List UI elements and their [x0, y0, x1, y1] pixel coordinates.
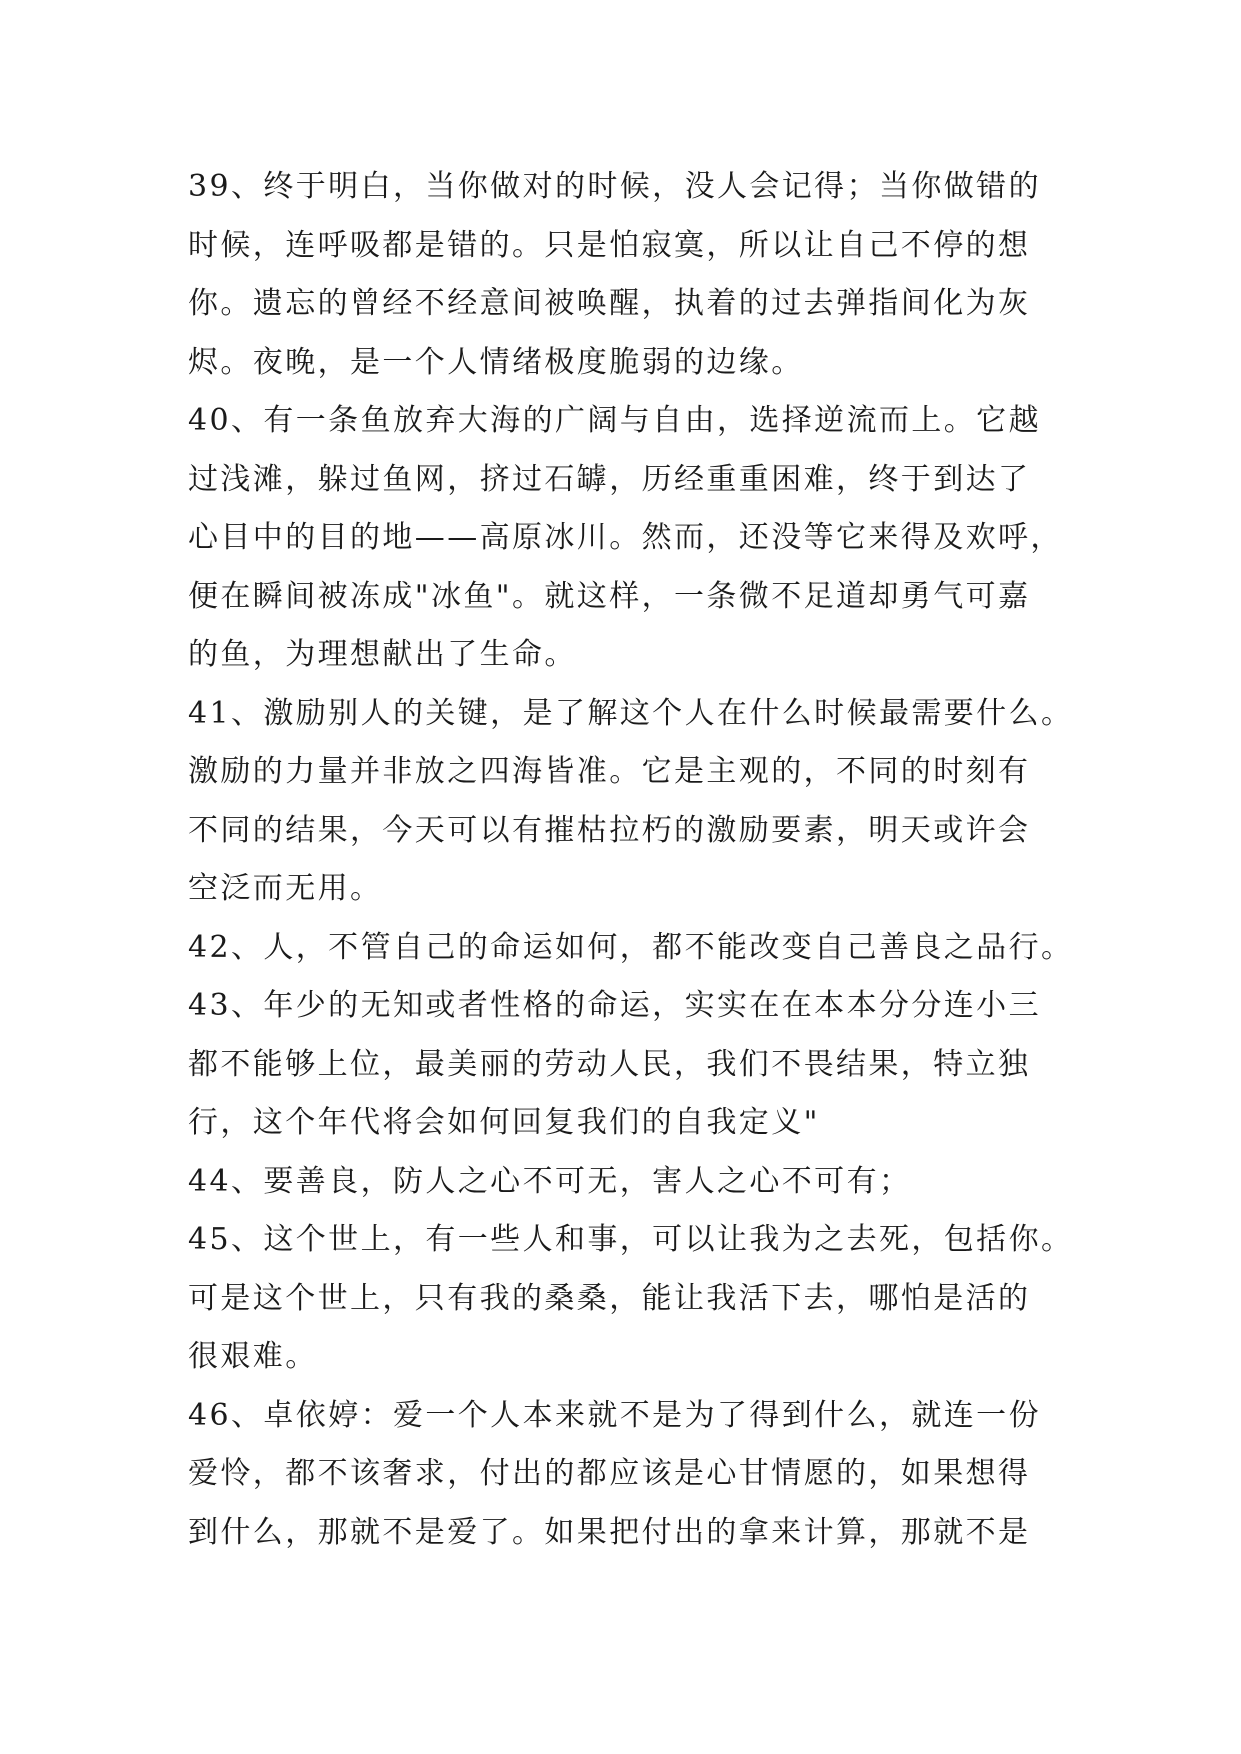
text-line: 到什么，那就不是爱了。如果把付出的拿来计算，那就不是	[188, 1514, 1031, 1550]
text-line: 46、卓依婷：爱一个人本来就不是为了得到什么，就连一份	[188, 1397, 1041, 1433]
text-line: 都不能够上位，最美丽的劳动人民，我们不畏结果，特立独	[188, 1046, 1031, 1082]
text-line: 不同的结果，今天可以有摧枯拉朽的激励要素，明天或许会	[188, 812, 1031, 848]
document-body	[188, 158, 1188, 1562]
text-line: 激励的力量并非放之四海皆准。它是主观的，不同的时刻有	[188, 754, 1031, 789]
text-line: 45、这个世上，有一些人和事，可以让我为之去死，包括你。	[188, 1222, 1074, 1257]
text-line: 40、有一条鱼放弃大海的广阔与自由，选择逆流而上。它越	[188, 403, 1041, 438]
text-line: 41、激励别人的关键，是了解这个人在什么时候最需要什么。	[188, 695, 1074, 731]
text-line: 便在瞬间被冻成"冰鱼"。就这样，一条微不足道却勇气可嘉	[188, 578, 1031, 614]
text-line: 烬。夜晚，是一个人情绪极度脆弱的边缘。	[188, 344, 804, 380]
text-line: 爱怜，都不该奢求，付出的都应该是心甘情愿的，如果想得	[188, 1456, 1031, 1491]
text-line: 你。遗忘的曾经不经意间被唤醒，执着的过去弹指间化为灰	[188, 286, 1031, 321]
text-line: 39、终于明白，当你做对的时候，没人会记得；当你做错的	[188, 169, 1041, 204]
text-line: 过浅滩，躲过鱼网，挤过石罅，历经重重困难，终于到达了	[188, 461, 1031, 497]
text-line: 心目中的目的地——高原冰川。然而，还没等它来得及欢呼，	[188, 520, 1063, 555]
text-line: 很艰难。	[188, 1339, 318, 1374]
text-line: 时候，连呼吸都是错的。只是怕寂寞，所以让自己不停的想	[188, 227, 1031, 263]
text-line: 行，这个年代将会如何回复我们的自我定义"	[188, 1105, 820, 1140]
text-line: 的鱼，为理想献出了生命。	[188, 637, 577, 672]
text-line: 可是这个世上，只有我的桑桑，能让我活下去，哪怕是活的	[188, 1280, 1031, 1316]
text-line: 42、人，不管自己的命运如何，都不能改变自己善良之品行。	[188, 929, 1074, 965]
text-line: 43、年少的无知或者性格的命运，实实在在本本分分连小三	[188, 988, 1041, 1023]
text-line: 44、要善良，防人之心不可无，害人之心不可有；	[188, 1163, 912, 1199]
text-line: 空泛而无用。	[188, 871, 383, 906]
